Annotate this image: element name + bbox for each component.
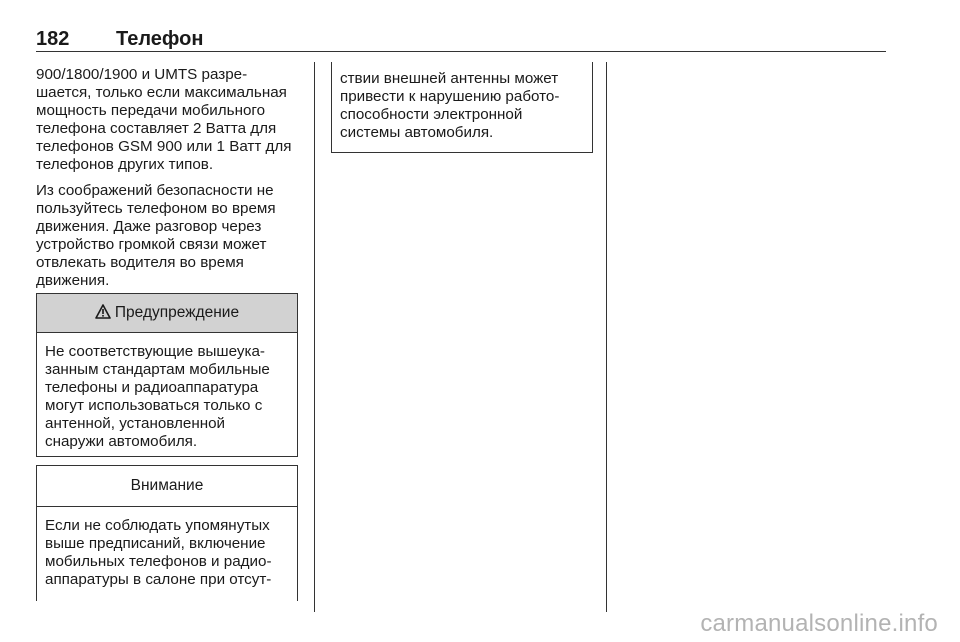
page-title: Телефон [116,28,204,50]
column-divider-1 [314,62,315,612]
note-box-continuation [331,62,593,153]
warning-title: Предупреждение [114,304,240,321]
warning-body: Не соответствующие вышеука- занным стандартам мобильные телефоны и радиоаппаратура могут использоваться только с антенной, установленной снаружи автомобиля. [45,343,270,450]
page-number: 182 [36,28,70,50]
body-paragraph: Из соображений безопасности не пользуйтесь телефоном во время движения. Даже разговор через устройство громкой связи может отвлекать водителя во время движения. [36,182,276,289]
note-body: Если не соблюдать упомянутых выше предписаний, включение мобильных телефонов и радио- аппаратуры в салоне при отсут- [45,517,272,588]
note-title: Внимание [130,477,204,494]
note-box [36,465,298,601]
warning-box [36,293,298,457]
warning-triangle-icon [95,304,111,323]
warning-header [37,294,297,333]
note-header [37,466,297,507]
body-paragraph: 900/1800/1900 и UMTS разре- шается, только если максимальная мощность передачи мобильного телефона составляет 2 Ватта для телефонов GSM 900 или 1 Ватт для телефонов других типов. [36,66,292,173]
watermark: carmanualsonline.info [700,610,938,637]
column-divider-2 [606,62,607,612]
column-left [36,66,300,298]
page-header [36,24,886,54]
note-continuation-body: ствии внешней антенны может привести к нарушению работо- способности электронной системы автомобиля. [340,70,560,141]
header-rule [36,51,886,52]
